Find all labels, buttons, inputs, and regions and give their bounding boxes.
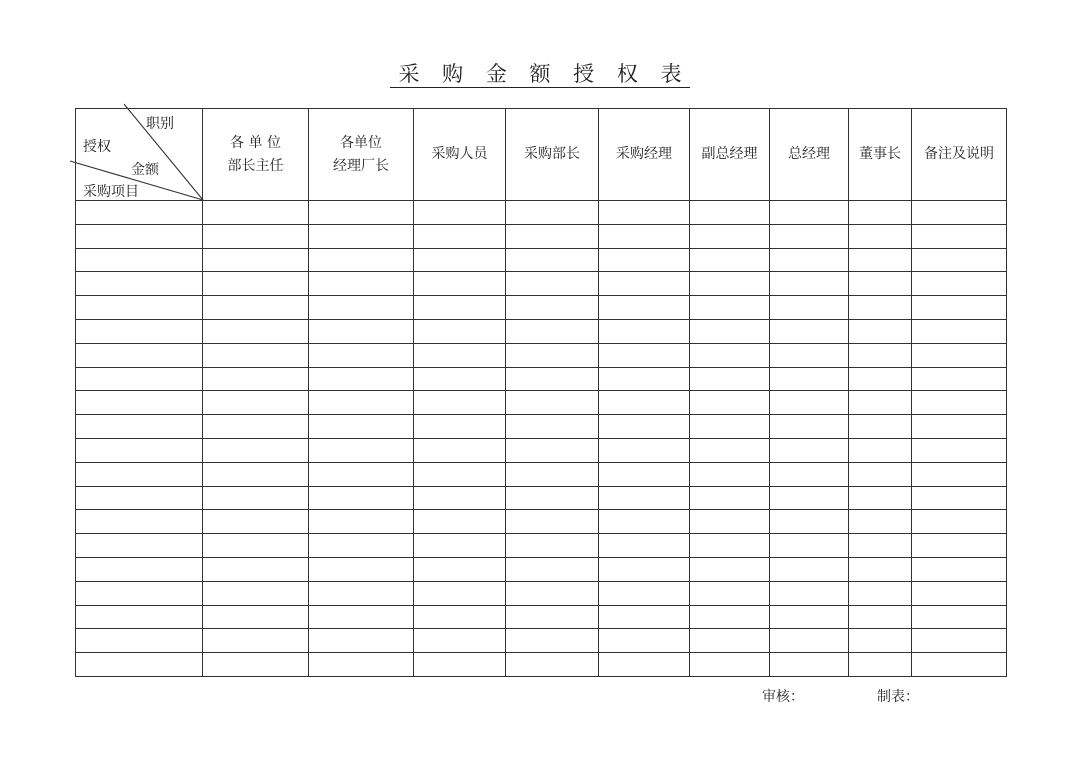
table-cell[interactable] <box>309 486 414 510</box>
table-cell[interactable] <box>76 224 203 248</box>
table-cell[interactable] <box>912 367 1007 391</box>
table-row <box>76 343 1007 367</box>
table-cell[interactable] <box>414 319 506 343</box>
table-cell[interactable] <box>599 486 690 510</box>
table-cell[interactable] <box>599 653 690 677</box>
table-cell[interactable] <box>309 581 414 605</box>
table-cell[interactable] <box>690 534 770 558</box>
table-cell[interactable] <box>599 201 690 225</box>
corner-item-label: 采购项目 <box>83 184 139 200</box>
table-cell[interactable] <box>912 224 1007 248</box>
table-cell[interactable] <box>76 510 203 534</box>
table-cell[interactable] <box>912 605 1007 629</box>
table-cell[interactable] <box>849 581 912 605</box>
table-row <box>76 272 1007 296</box>
table-cell[interactable] <box>690 510 770 534</box>
table-cell[interactable] <box>690 462 770 486</box>
table-cell[interactable] <box>414 248 506 272</box>
table-cell[interactable] <box>506 415 599 439</box>
table-cell[interactable] <box>770 319 849 343</box>
column-header: 采购人员 <box>414 109 506 201</box>
table-cell[interactable] <box>309 629 414 653</box>
table-cell[interactable] <box>414 510 506 534</box>
table-cell[interactable] <box>690 486 770 510</box>
table-cell[interactable] <box>599 296 690 320</box>
table-cell[interactable] <box>203 415 309 439</box>
table-cell[interactable] <box>414 391 506 415</box>
table-cell[interactable] <box>506 343 599 367</box>
table-cell[interactable] <box>690 224 770 248</box>
table-cell[interactable] <box>414 272 506 296</box>
table-cell[interactable] <box>690 391 770 415</box>
table-cell[interactable] <box>414 415 506 439</box>
table-cell[interactable] <box>770 629 849 653</box>
header-row <box>76 109 1007 201</box>
table-cell[interactable] <box>506 534 599 558</box>
review-label: 审核： <box>762 689 804 705</box>
table-row <box>76 296 1007 320</box>
table-cell[interactable] <box>203 272 309 296</box>
table-cell[interactable] <box>203 653 309 677</box>
table-cell[interactable] <box>690 367 770 391</box>
table-cell[interactable] <box>76 343 203 367</box>
table-row <box>76 391 1007 415</box>
table-cell[interactable] <box>76 272 203 296</box>
table-cell[interactable] <box>203 605 309 629</box>
table-cell[interactable] <box>770 438 849 462</box>
table-cell[interactable] <box>599 629 690 653</box>
table-cell[interactable] <box>849 629 912 653</box>
table-row <box>76 201 1007 225</box>
table-cell[interactable] <box>76 462 203 486</box>
table-cell[interactable] <box>849 248 912 272</box>
table-cell[interactable] <box>76 653 203 677</box>
table-cell[interactable] <box>506 486 599 510</box>
column-header: 备注及说明 <box>912 109 1007 201</box>
table-cell[interactable] <box>309 224 414 248</box>
table-cell[interactable] <box>770 201 849 225</box>
table-cell[interactable] <box>506 629 599 653</box>
table-cell[interactable] <box>770 296 849 320</box>
table-cell[interactable] <box>203 343 309 367</box>
table-cell[interactable] <box>599 438 690 462</box>
table-cell[interactable] <box>76 486 203 510</box>
table-cell[interactable] <box>309 367 414 391</box>
table-cell[interactable] <box>849 462 912 486</box>
column-header: 副总经理 <box>690 109 770 201</box>
table-cell[interactable] <box>203 557 309 581</box>
table-row <box>76 557 1007 581</box>
table-cell[interactable] <box>599 248 690 272</box>
table-cell[interactable] <box>599 367 690 391</box>
column-header: 总经理 <box>770 109 849 201</box>
table-cell[interactable] <box>506 272 599 296</box>
table-cell[interactable] <box>849 605 912 629</box>
table-cell[interactable] <box>506 510 599 534</box>
table-cell[interactable] <box>912 581 1007 605</box>
table-cell[interactable] <box>912 201 1007 225</box>
table-cell[interactable] <box>770 272 849 296</box>
table-cell[interactable] <box>414 296 506 320</box>
table-cell[interactable] <box>309 343 414 367</box>
table-cell[interactable] <box>203 534 309 558</box>
table-cell[interactable] <box>770 653 849 677</box>
form-title <box>0 58 1080 88</box>
column-header-line2: 部长主任 <box>227 157 284 174</box>
table-cell[interactable] <box>599 557 690 581</box>
table-cell[interactable] <box>414 367 506 391</box>
table-cell[interactable] <box>309 248 414 272</box>
table-cell[interactable] <box>76 415 203 439</box>
table-cell[interactable] <box>770 581 849 605</box>
table-cell[interactable] <box>309 534 414 558</box>
table-cell[interactable] <box>912 653 1007 677</box>
table-cell[interactable] <box>849 438 912 462</box>
table-cell[interactable] <box>203 224 309 248</box>
table-cell[interactable] <box>849 557 912 581</box>
table-cell[interactable] <box>599 534 690 558</box>
table-cell[interactable] <box>912 296 1007 320</box>
table-cell[interactable] <box>770 248 849 272</box>
table-cell[interactable] <box>690 557 770 581</box>
table-row <box>76 510 1007 534</box>
table-cell[interactable] <box>770 415 849 439</box>
table-cell[interactable] <box>690 605 770 629</box>
table-cell[interactable] <box>770 391 849 415</box>
column-header <box>309 109 414 201</box>
table-cell[interactable] <box>506 319 599 343</box>
table-cell[interactable] <box>309 462 414 486</box>
table-cell[interactable] <box>309 605 414 629</box>
table-cell[interactable] <box>770 557 849 581</box>
table-cell[interactable] <box>506 605 599 629</box>
table-cell[interactable] <box>599 605 690 629</box>
table-cell[interactable] <box>414 629 506 653</box>
prepared-by-label: 制表： <box>877 689 919 705</box>
corner-amount-label: 金额 <box>131 162 159 178</box>
table-cell[interactable] <box>506 653 599 677</box>
table-cell[interactable] <box>599 462 690 486</box>
column-header: 董事长 <box>849 109 912 201</box>
table-cell[interactable] <box>76 248 203 272</box>
table-row <box>76 367 1007 391</box>
form-title-text: 采 购 金 额 授 权 表 <box>390 62 689 88</box>
table-cell[interactable] <box>506 201 599 225</box>
column-header-line2: 经理厂长 <box>333 157 389 174</box>
table-cell[interactable] <box>849 319 912 343</box>
table-cell[interactable] <box>506 581 599 605</box>
table-cell[interactable] <box>690 272 770 296</box>
table-cell[interactable] <box>414 343 506 367</box>
table-cell[interactable] <box>770 343 849 367</box>
column-header: 采购经理 <box>599 109 690 201</box>
diagonal-header-cell <box>76 109 203 201</box>
table-cell[interactable] <box>309 438 414 462</box>
table-cell[interactable] <box>770 462 849 486</box>
table-cell[interactable] <box>76 391 203 415</box>
table-cell[interactable] <box>690 438 770 462</box>
column-header-line1: 各单位 <box>340 134 382 151</box>
table-cell[interactable] <box>309 557 414 581</box>
table-cell[interactable] <box>912 391 1007 415</box>
table-cell[interactable] <box>770 224 849 248</box>
table-cell[interactable] <box>76 557 203 581</box>
table-cell[interactable] <box>76 534 203 558</box>
table-cell[interactable] <box>309 319 414 343</box>
table-cell[interactable] <box>76 319 203 343</box>
table-cell[interactable] <box>599 581 690 605</box>
table-cell[interactable] <box>506 391 599 415</box>
table-cell[interactable] <box>912 534 1007 558</box>
table-cell[interactable] <box>599 224 690 248</box>
table-cell[interactable] <box>599 415 690 439</box>
column-header-line1: 各 单 位 <box>230 134 281 151</box>
table-cell[interactable] <box>912 486 1007 510</box>
table-row <box>76 486 1007 510</box>
table-cell[interactable] <box>912 415 1007 439</box>
table-row <box>76 248 1007 272</box>
table-cell[interactable] <box>203 581 309 605</box>
table-cell[interactable] <box>76 201 203 225</box>
table-row <box>76 581 1007 605</box>
table-row <box>76 438 1007 462</box>
table-cell[interactable] <box>690 581 770 605</box>
table-cell[interactable] <box>599 319 690 343</box>
table-cell[interactable] <box>690 343 770 367</box>
table-cell[interactable] <box>506 367 599 391</box>
table-cell[interactable] <box>203 201 309 225</box>
table-cell[interactable] <box>849 486 912 510</box>
table-cell[interactable] <box>770 367 849 391</box>
table-cell[interactable] <box>849 391 912 415</box>
table-cell[interactable] <box>506 224 599 248</box>
table-cell[interactable] <box>414 201 506 225</box>
table-cell[interactable] <box>309 296 414 320</box>
table-cell[interactable] <box>506 462 599 486</box>
table-cell[interactable] <box>690 415 770 439</box>
table-cell[interactable] <box>849 367 912 391</box>
table-cell[interactable] <box>912 462 1007 486</box>
table-cell[interactable] <box>770 534 849 558</box>
table-row <box>76 605 1007 629</box>
table-cell[interactable] <box>76 581 203 605</box>
table-cell[interactable] <box>849 415 912 439</box>
table-cell[interactable] <box>309 201 414 225</box>
table-cell[interactable] <box>203 510 309 534</box>
table-cell[interactable] <box>770 605 849 629</box>
table-cell[interactable] <box>309 415 414 439</box>
table-cell[interactable] <box>203 462 309 486</box>
table-cell[interactable] <box>849 534 912 558</box>
table-cell[interactable] <box>912 510 1007 534</box>
table-cell[interactable] <box>203 629 309 653</box>
table-cell[interactable] <box>76 367 203 391</box>
table-row <box>76 629 1007 653</box>
table-cell[interactable] <box>309 653 414 677</box>
table-cell[interactable] <box>203 486 309 510</box>
table-cell[interactable] <box>912 248 1007 272</box>
table-cell[interactable] <box>912 272 1007 296</box>
table-cell[interactable] <box>506 248 599 272</box>
table-cell[interactable] <box>76 629 203 653</box>
table-cell[interactable] <box>690 319 770 343</box>
table-cell[interactable] <box>203 319 309 343</box>
table-cell[interactable] <box>849 272 912 296</box>
table-cell[interactable] <box>849 201 912 225</box>
column-header: 采购部长 <box>506 109 599 201</box>
table-cell[interactable] <box>912 319 1007 343</box>
table-cell[interactable] <box>690 296 770 320</box>
table-cell[interactable] <box>506 296 599 320</box>
table-cell[interactable] <box>414 438 506 462</box>
table-cell[interactable] <box>414 486 506 510</box>
table-cell[interactable] <box>203 248 309 272</box>
table-cell[interactable] <box>849 296 912 320</box>
table-cell[interactable] <box>599 343 690 367</box>
table-row <box>76 534 1007 558</box>
table-body <box>76 201 1007 677</box>
table-cell[interactable] <box>309 272 414 296</box>
table-cell[interactable] <box>76 605 203 629</box>
table-cell[interactable] <box>76 438 203 462</box>
table-cell[interactable] <box>414 224 506 248</box>
table-cell[interactable] <box>849 653 912 677</box>
table-cell[interactable] <box>849 224 912 248</box>
table-cell[interactable] <box>690 653 770 677</box>
column-header <box>203 109 309 201</box>
table-cell[interactable] <box>770 510 849 534</box>
table-row <box>76 653 1007 677</box>
table-cell[interactable] <box>912 629 1007 653</box>
table-cell[interactable] <box>599 391 690 415</box>
table-cell[interactable] <box>414 557 506 581</box>
table-row <box>76 462 1007 486</box>
table-cell[interactable] <box>506 438 599 462</box>
table-cell[interactable] <box>414 581 506 605</box>
corner-position-label: 职别 <box>146 116 174 132</box>
table-cell[interactable] <box>414 462 506 486</box>
corner-authorization-label: 授权 <box>83 139 111 155</box>
authorization-table <box>75 108 1007 677</box>
table-cell[interactable] <box>849 510 912 534</box>
table-cell[interactable] <box>309 510 414 534</box>
table-cell[interactable] <box>912 343 1007 367</box>
table-cell[interactable] <box>506 557 599 581</box>
table-cell[interactable] <box>599 272 690 296</box>
table-cell[interactable] <box>203 438 309 462</box>
table-cell[interactable] <box>690 629 770 653</box>
table-row <box>76 415 1007 439</box>
table-cell[interactable] <box>76 296 203 320</box>
table-cell[interactable] <box>690 248 770 272</box>
table-cell[interactable] <box>203 296 309 320</box>
table-row <box>76 319 1007 343</box>
table-cell[interactable] <box>912 438 1007 462</box>
table-cell[interactable] <box>414 605 506 629</box>
table-cell[interactable] <box>414 534 506 558</box>
table-row <box>76 224 1007 248</box>
table-cell[interactable] <box>203 367 309 391</box>
table-cell[interactable] <box>414 653 506 677</box>
table-cell[interactable] <box>849 343 912 367</box>
table-cell[interactable] <box>770 486 849 510</box>
table-cell[interactable] <box>203 391 309 415</box>
table-cell[interactable] <box>599 510 690 534</box>
table-cell[interactable] <box>912 557 1007 581</box>
table-cell[interactable] <box>690 201 770 225</box>
table-cell[interactable] <box>309 391 414 415</box>
